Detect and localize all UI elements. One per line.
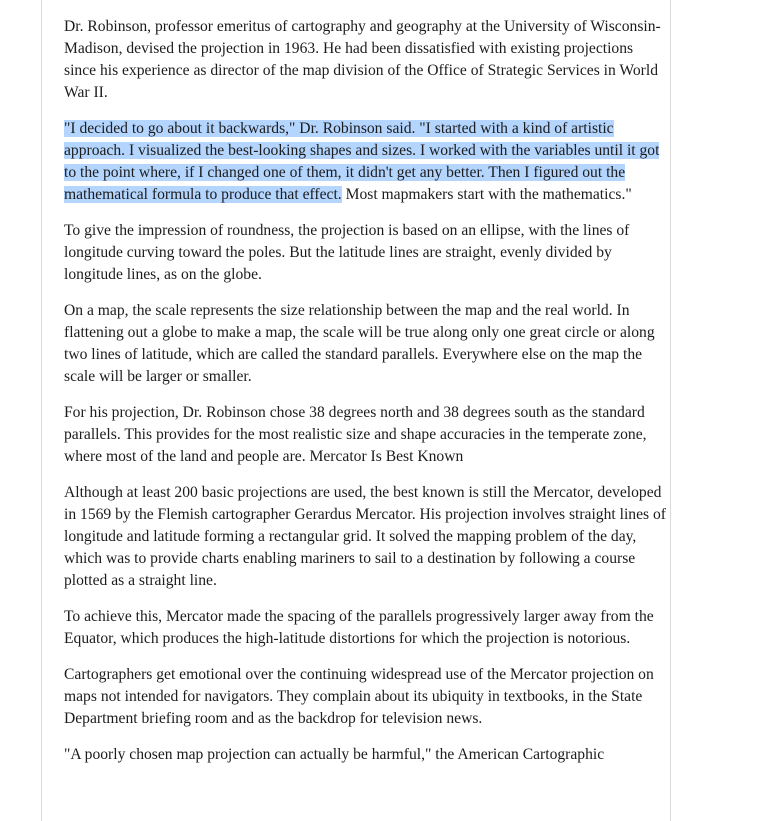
paragraph-8: Cartographers get emotional over the continuing widespread use of the Mercator projection on maps not intended for navigators. They complain about its ubiquity in textbooks, in the State Department briefing room and as the backdrop for television news. <box>64 666 654 727</box>
paragraph-1: Dr. Robinson, professor emeritus of cartography and geography at the University of Wisconsin-Madison, devised the projection in 1963. He had been dissatisfied with existing projections since his experience as director of the map division of the Office of Strategic Services in World War II. <box>64 18 661 101</box>
paragraph-7: To achieve this, Mercator made the spacing of the parallels progressively larger away from the Equator, which produces the high-latitude distortions for which the projection is notorious. <box>64 608 654 647</box>
paragraph-2-continuation: Most mapmakers start with the mathematics." <box>341 186 632 203</box>
paragraph-5: For his projection, Dr. Robinson chose 38 degrees north and 38 degrees south as the standard parallels. This provides for the most realistic size and shape accuracies in the temperate zone, where most of the land and people are. Mercator Is Best Known <box>64 404 647 465</box>
selected-text-highlight[interactable]: "I decided to go about it backwards," Dr. Robinson said. "I started with a kind of artistic approach. I visualized the best-looking shapes and sizes. I worked with the variables until it got to the point where, if I changed one of them, it didn't get any better. Then I figured out the mathematical formula to produce that effect. <box>64 120 660 203</box>
paragraph-2 <box>64 118 666 206</box>
article-body <box>64 16 666 780</box>
paragraph-4: On a map, the scale represents the size relationship between the map and the real world. In flattening out a globe to make a map, the scale will be true along only one great circle or along two lines of latitude, which are called the standard parallels. Everywhere else on the map the scale will be larger or smaller. <box>64 302 655 385</box>
paragraph-6: Although at least 200 basic projections are used, the best known is still the Mercator, developed in 1569 by the Flemish cartographer Gerardus Mercator. His projection involves straight lines of longitude and latitude forming a rectangular grid. It solved the mapping problem of the day, which was to provide charts enabling mariners to sail to a destination by following a course plotted as a straight line. <box>64 484 666 589</box>
paragraph-9: "A poorly chosen map projection can actually be harmful," the American Cartographic <box>64 746 605 763</box>
paragraph-3: To give the impression of roundness, the projection is based on an ellipse, with the lines of longitude curving toward the poles. But the latitude lines are straight, evenly divided by longitude lines, as on the globe. <box>64 222 630 283</box>
